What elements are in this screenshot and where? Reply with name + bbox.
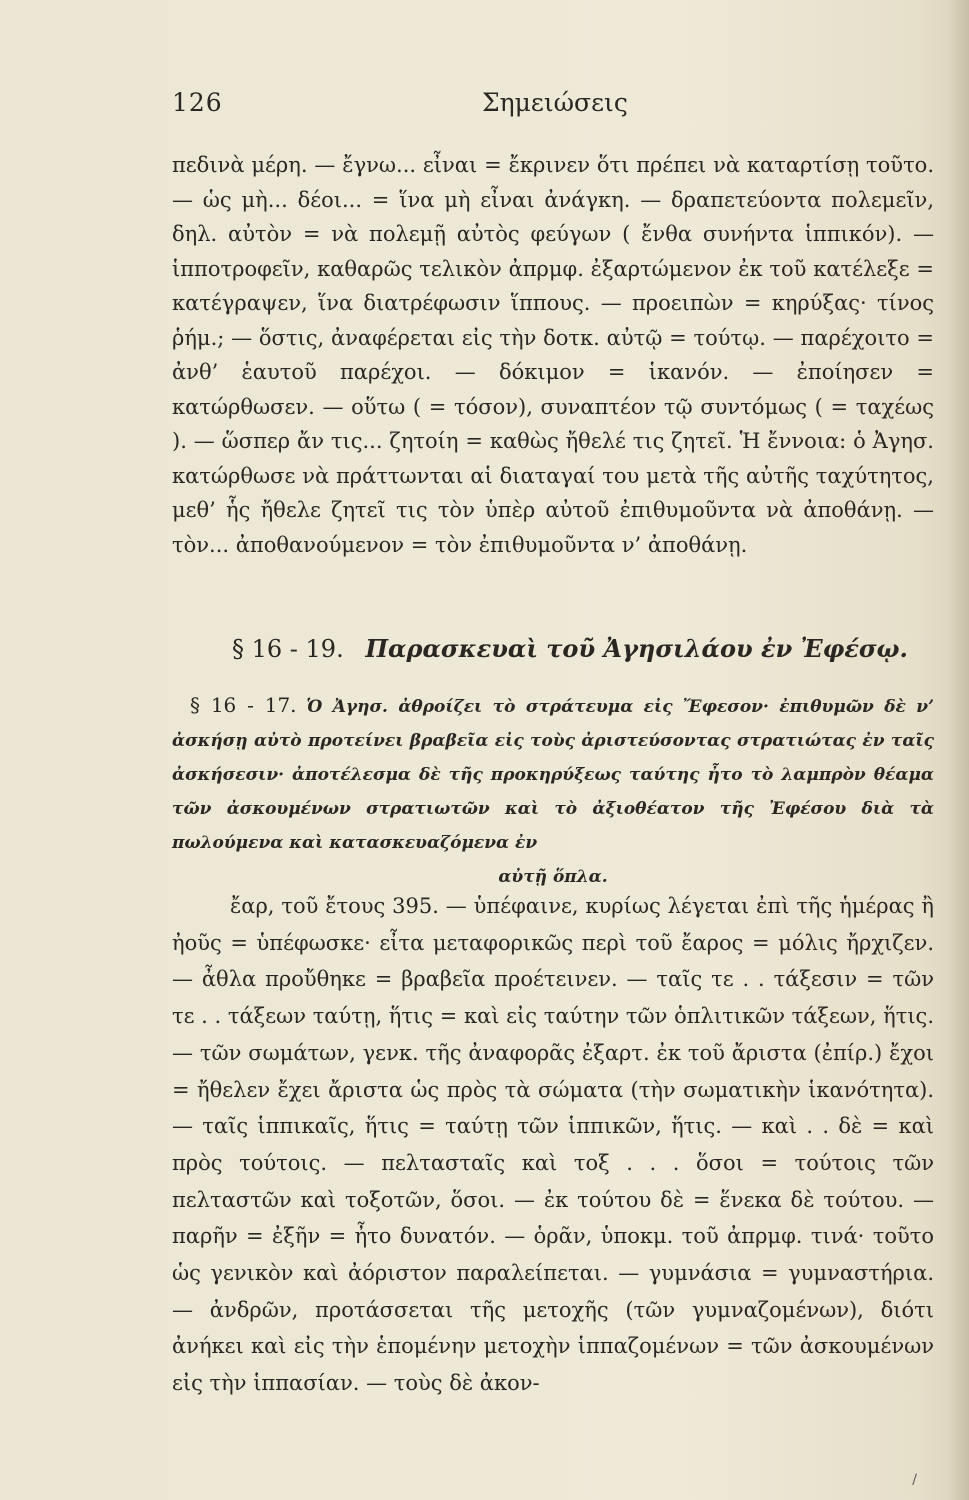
subsection-number: § 16 - 17.: [190, 693, 297, 717]
subsection-text: Ὁ Ἀγησ. ἀθροίζει τὸ στράτευμα εἰς Ἔφεσον· ἐπιθυμῶν δὲ ν’ ἀσκήσῃ αὐτὸ προτείνει βραβεῖα εἰς τοὺς ἀριστεύσοντας στρατιώτας ἐν ταῖς ἀσκήσεσιν· ἀποτέλεσμα δὲ τῆς προκηρύξεως ταύτης ἦτο τὸ λαμπρὸν θέαμα τῶν ἀσκουμένων στρατιωτῶν καὶ τὸ ἀξιοθέατον τῆς Ἐφέσου διὰ τὰ πωλούμενα καὶ κατασκευαζόμενα ἐν: [172, 697, 935, 853]
page-mark: /: [912, 1472, 917, 1488]
commentary-paragraph-2: ἔαρ, τοῦ ἔτους 395. — ὑπέφαινε, κυρίως λέγεται ἐπὶ τῆς ἡμέρας ἢ ἠοῦς = ὑπέφωσκε· εἶτα μεταφορικῶς περὶ τοῦ ἔαρος = μόλις ἤρχιζεν. — ἆθλα προὔθηκε = βραβεῖα προέτεινεν. — ταῖς τε . . τάξεσιν = τῶν τε . . τάξεων ταύτῃ, ἥτις = καὶ εἰς ταύτην τῶν ὁπλιτικῶν τάξεων, ἥτις. — τῶν σωμάτων, γενκ. τῆς ἀναφορᾶς ἐξαρτ. ἐκ τοῦ ἄριστα (ἐπίρ.) ἔχοι = ἤθελεν ἔχει ἄριστα ὡς πρὸς τὰ σώματα (τὴν σωματικὴν ἱκανότητα). — ταῖς ἱππικαῖς, ἥτις = ταύτῃ τῶν ἱππικῶν, ἥτις. — καὶ . . δὲ = καὶ πρὸς τούτοις. — πελτασταῖς καὶ τοξ . . . ὅσοι = τούτοις τῶν πελταστῶν καὶ τοξοτῶν, ὅσοι. — ἐκ τούτου δὲ = ἕνεκα δὲ τούτου. — παρῆν = ἐξῆν = ἦτο δυνατόν. — ὁρᾶν, ὑποκμ. τοῦ ἀπρμφ. τινά· τοῦτο ὡς γενικὸν καὶ ἀόριστον παραλείπεται. — γυμνάσια = γυμναστήρια. — ἀνδρῶν, προτάσσεται τῆς μετοχῆς (τῶν γυμναζομένων), διότι ἀνήκει καὶ εἰς τὴν ἑπομένην μετοχὴν ἱππαζομένων = τῶν ἀσκουμένων εἰς τὴν ἱππασίαν. — τοὺς δὲ ἀκον-: [172, 894, 934, 1396]
page-number: 126: [172, 88, 223, 117]
subsection-paragraph: [172, 688, 934, 860]
section-heading: [232, 634, 932, 663]
commentary-paragraph-1: πεδινὰ μέρη. — ἔγνω... εἶναι = ἔκρινεν ὅτι πρέπει νὰ καταρτίσῃ τοῦτο. — ὡς μὴ... δέοι... = ἵνα μὴ εἶναι ἀνάγκη. — δραπετεύοντα πολεμεῖν, δηλ. αὐτὸν = νὰ πολεμῇ αὐτὸς φεύγων ( ἔνθα συνήντα ἱππικόν). — ἱπποτροφεῖν, καθαρῶς τελικὸν ἀπρμφ. ἐξαρτώμενον ἐκ τοῦ κατέλεξε = κατέγραψεν, ἵνα διατρέφωσιν ἵππους. — προειπὼν = κηρύξας· τίνος ῥήμ.; — ὅστις, ἀναφέρεται εἰς τὴν δοτκ. αὐτῷ = τούτῳ. — παρέχοιτο = ἀνθ’ ἑαυτοῦ παρέχοι. — δόκιμον = ἱκανόν. — ἐποίησεν = κατώρθωσεν. — οὕτω ( = τόσον), συναπτέον τῷ συντόμως ( = ταχέως ). — ὥσπερ ἄν τις... ζητοίη = καθὼς ἤθελέ τις ζητεῖ. Ἡ ἔννοια: ὁ Ἀγησ. κατώρθωσε νὰ πράττωνται αἱ διαταγαί του μετὰ τῆς αὐτῆς ταχύτητος, μεθ’ ἧς ἤθελε ζητεῖ τις τὸν ὑπὲρ αὐτοῦ ἐπιθυμοῦντα νὰ ἀποθάνῃ. — τὸν... ἀποθανούμενον = τὸν ἐπιθυμοῦντα ν’ ἀποθάνῃ.: [172, 153, 934, 557]
subsection-summary: [172, 688, 934, 894]
page-header: [172, 88, 932, 124]
commentary-block-1: [172, 148, 934, 562]
commentary-block-2: [172, 888, 934, 1402]
running-title: Σημειώσεις: [482, 88, 628, 117]
subsection-last-line: αὐτῇ ὅπλα.: [498, 867, 608, 887]
section-title: Παρασκευαὶ τοῦ Ἀγησιλάου ἐν Ἐφέσῳ.: [365, 634, 908, 663]
section-number: § 16 - 19.: [232, 635, 344, 663]
page-edge-shadow: [947, 0, 969, 1500]
